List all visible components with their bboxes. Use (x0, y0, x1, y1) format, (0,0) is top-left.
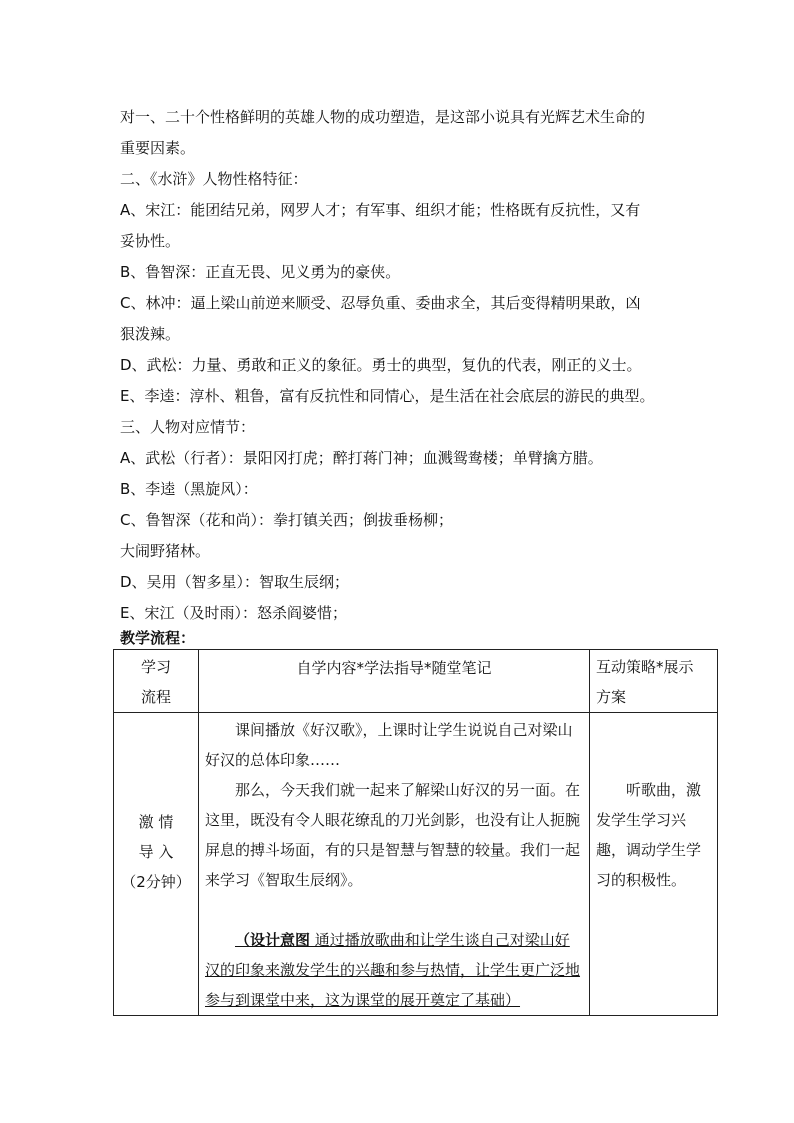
header-stage-cell (114, 650, 199, 713)
stage-cell (114, 713, 199, 1016)
blank-line (205, 895, 583, 925)
plot-b: B、李逵（黑旋风）： (120, 480, 258, 498)
header-strategy-cell (590, 650, 718, 713)
trait-a-line-2: 妥协性。 (120, 232, 181, 250)
stage-line-1: 激 情 (138, 813, 174, 831)
content-paragraph-1: 课间播放《好汉歌》，上课时让学生说说自己对梁山好汉的总体印象…… (205, 721, 573, 769)
design-intent-text: 通过播放歌曲和让学生谈自己对梁山好汉的印象来激发学生的兴趣和参与热情，让学生更广泛地参与到课堂中来，这为课堂的展开奠定了基础） (205, 931, 581, 1009)
header-strategy-line-2: 方案 (596, 688, 627, 706)
intro-line-2: 重要因素。 (120, 139, 196, 157)
trait-d: D、武松：力量、勇敢和正义的象征。勇士的典型，复仇的代表，刚正的义士。 (120, 356, 642, 374)
content-cell (199, 713, 590, 1016)
strategy-cell (590, 713, 718, 1016)
plot-d: D、吴用（智多星）：智取生辰纲； (120, 573, 350, 591)
trait-a-line-1: A、宋江：能团结兄弟，网罗人才；有军事、组织才能；性格既有反抗性，又有 (120, 201, 641, 219)
plot-a: A、武松（行者）：景阳冈打虎；醉打蒋门神；血溅鸳鸯楼；单臂擒方腊。 (120, 449, 603, 467)
trait-b: B、鲁智深：正直无畏、见义勇为的豪侠。 (120, 263, 401, 281)
design-intent (205, 925, 583, 1015)
plot-c-line-2: 大闹野猪林。 (120, 542, 211, 560)
trait-e: E、李逵：淳朴、粗鲁，富有反抗性和同情心，是生活在社会底层的游民的典型。 (120, 387, 655, 405)
trait-c-line-1: C、林冲：逼上梁山前逆来顺受、忍辱负重、委曲求全，其后变得精明果敢，凶 (120, 294, 641, 312)
table-row (114, 713, 718, 1016)
header-content-cell (199, 650, 590, 713)
section-3-title: 三、人物对应情节： (120, 418, 256, 436)
strategy-text: 听歌曲，激发学生学习兴趣，调动学生学习的积极性。 (596, 781, 702, 889)
teaching-flow-title: 教学流程： (120, 629, 196, 647)
plot-c-line-1: C、鲁智深（花和尚）：拳打镇关西；倒拔垂杨柳； (120, 511, 453, 529)
stage-line-2: 导 入 (138, 843, 174, 861)
trait-c-line-2: 狠泼辣。 (120, 325, 181, 343)
header-stage-line-2: 流程 (140, 688, 171, 706)
stage-duration: （2分钟） (121, 873, 191, 891)
header-stage-line-1: 学习 (140, 658, 171, 676)
header-strategy-line-1: 互动策略*展示 (596, 658, 694, 676)
table-header-row (114, 650, 718, 713)
header-content-label: 自学内容*学法指导*随堂笔记 (296, 659, 492, 677)
section-2-title: 二、《水浒》人物性格特征： (120, 170, 308, 188)
design-intent-label: （设计意图 (235, 931, 311, 949)
intro-line-1: 对一、二十个性格鲜明的英雄人物的成功塑造，是这部小说具有光辉艺术生命的 (120, 108, 646, 126)
plot-e: E、宋江（及时雨）：怒杀阎婆惜； (120, 604, 347, 622)
teaching-flow-table (113, 649, 718, 1016)
content-paragraph-2: 那么，今天我们就一起来了解梁山好汉的另一面。在这里，既没有令人眼花缭乱的刀光剑影，也没有让人扼腕屏息的搏斗场面，有的只是智慧与智慧的较量。我们一起来学习《智取生辰纲》。 (205, 781, 581, 889)
